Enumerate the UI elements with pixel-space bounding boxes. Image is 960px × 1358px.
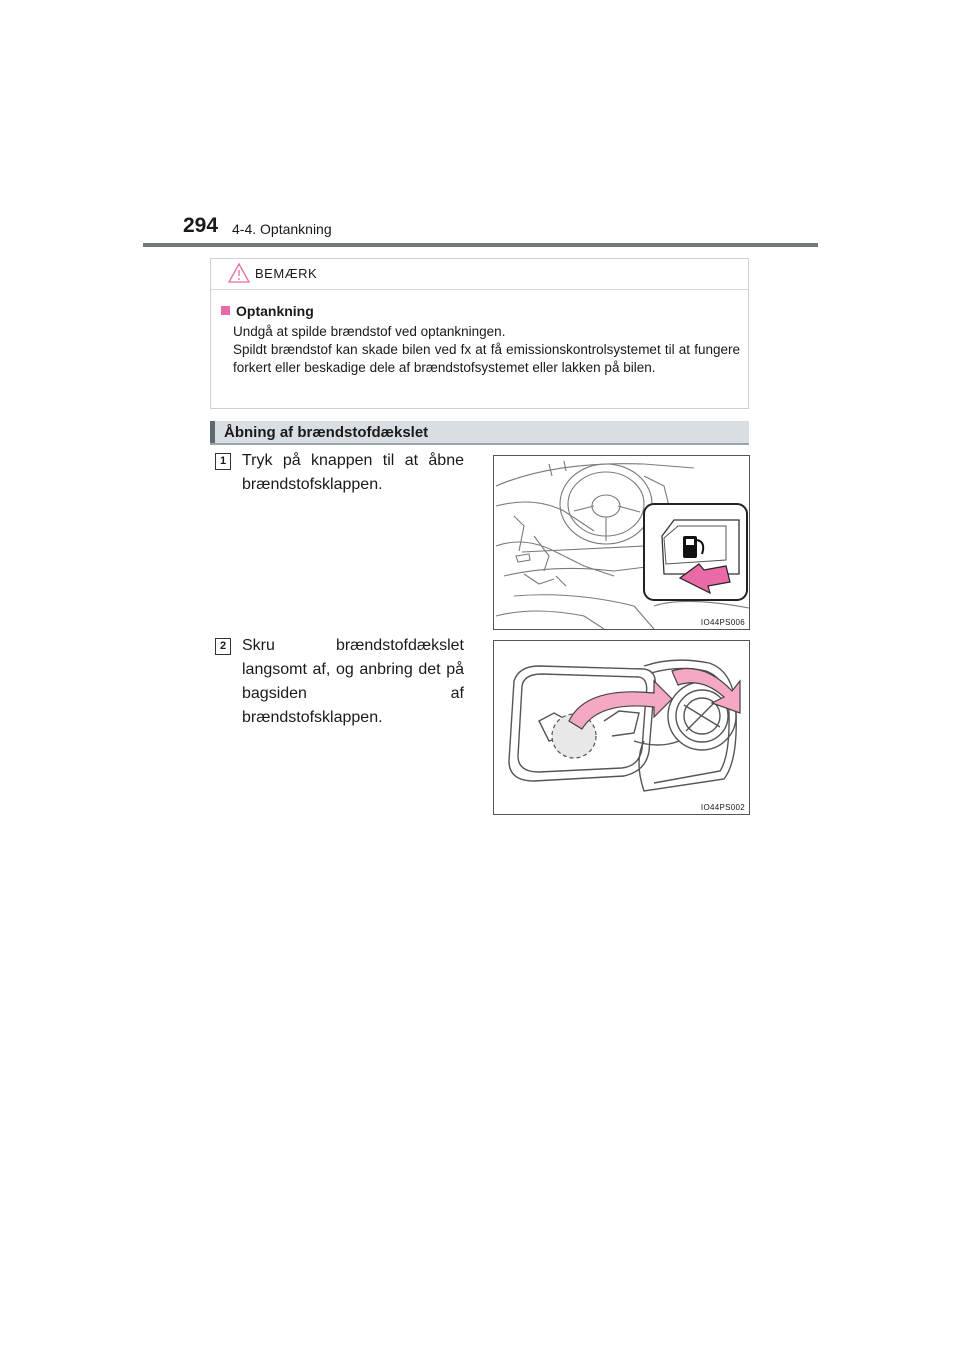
notice-body: [233, 323, 740, 377]
fuel-cap-illustration: [494, 641, 749, 814]
step-number-1: 1: [215, 453, 231, 470]
notice-line-1: Undgå at spilde brændstof ved optankningen.: [233, 324, 506, 339]
notice-subtitle: [221, 303, 314, 319]
section-title: Åbning af brændstofdækslet: [224, 424, 429, 441]
figure-code-2: IO44PS002: [700, 803, 745, 812]
step-number-2: 2: [215, 638, 231, 655]
section-accent: [210, 421, 215, 443]
section-reference: 4-4. Optankning: [232, 221, 332, 237]
figure-code-1: IO44PS006: [700, 618, 745, 627]
header-rule: [143, 243, 818, 247]
section-heading-bar: [210, 421, 749, 445]
notice-header: [211, 259, 748, 290]
notice-subtitle-text: Optankning: [236, 303, 314, 319]
dashboard-illustration: [494, 456, 749, 629]
notice-box: [210, 258, 749, 409]
warning-triangle-icon: [227, 262, 251, 284]
step-text-2: Skru brændstofdækslet langsomt af, og anbring det på bagsiden af brændstofsklappen.: [242, 637, 464, 726]
notice-title: BEMÆRK: [255, 266, 318, 281]
page-number: 294: [183, 214, 219, 237]
notice-line-2: Spildt brændstof kan skade bilen ved fx at få emissionskontrolsystemet til at fungere forkert eller beskadige dele af brændstofsystemet eller lakken på bilen.: [233, 342, 740, 375]
step-text-1: Tryk på knappen til at åbne brændstofsklappen.: [242, 452, 464, 493]
figure-fuel-door-button: [493, 455, 750, 630]
square-bullet-icon: [221, 306, 230, 315]
figure-fuel-cap-removal: [493, 640, 750, 815]
